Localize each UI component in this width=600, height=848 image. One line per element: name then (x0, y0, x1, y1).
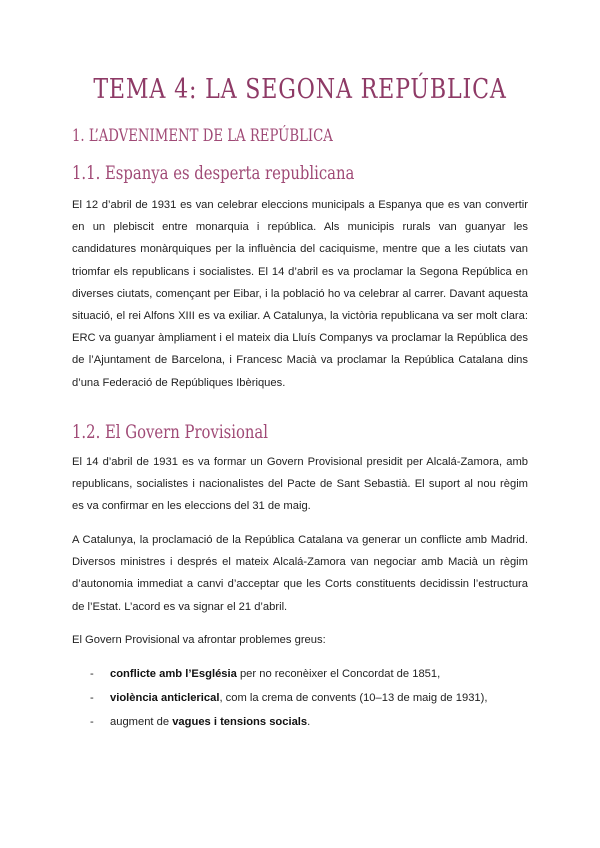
page-title: TEMA 4: LA SEGONA REPÚBLICA (93, 74, 507, 105)
subsection-heading-govern: 1.2. El Govern Provisional (72, 421, 268, 443)
list-item-bold: vagues i tensions socials (172, 716, 308, 728)
paragraph-espanya: El 12 d’abril de 1931 es van celebrar eleccions municipals a Espanya que es van convertir en un plebiscit entre monarquia i república. Als municipis rurals van guanyar les candidatures monàrquiques per la influència del caciquisme, mentre que a les ciutats van triomfar els republicans i socialistes. El 14 d’abril es va proclamar la Segona República en diverses ciutats, començant per Eibar, i la població ho va celebrar al carrer. Davant aquesta situació, el rei Alfons XIII es va exiliar. A Catalunya, la victòria republicana va ser molt clara: ERC va guanyar àmpliament i el mateix dia Lluís Companys va proclamar la República des de l’Ajuntament de Barcelona, i Francesc Macià va proclamar la República Catalana dins d’una Federació de Repúbliques Ibèriques. (72, 199, 528, 389)
paragraph-govern-2: A Catalunya, la proclamació de la República Catalana va generar un conflicte amb Madrid. Diversos ministres i després el mateix Alcalá-Zamora van negociar amb Macià un règim d’autonomia immediat a canvi d’acceptar que les Corts constituents decidissin l’estructura de l’Estat. L’acord es va signar el 21 d’abril. (72, 534, 528, 613)
list-item-text: per no reconèixer el Concordat de 1851, (236, 668, 441, 680)
list-item-text: . (307, 716, 311, 728)
list-item (90, 686, 487, 710)
paragraph-govern-1: El 14 d’abril de 1931 es va formar un Govern Provisional presidit per Alcalá-Zamora, amb republicans, socialistes i nacionalistes del Pacte de Sant Sebastià. El suport al nou règim es va confirmar en les eleccions del 31 de maig. (72, 456, 528, 513)
list-item (90, 710, 487, 734)
section-heading-advent: 1. L’ADVENIMENT DE LA REPÚBLICA (72, 126, 333, 146)
paragraph-problemes-intro: El Govern Provisional va afrontar problemes greus: (72, 634, 326, 646)
list-item-bold: violència anticlerical (110, 692, 220, 704)
list-item-bold: conflicte amb l’Església (110, 668, 237, 680)
subsection-heading-espanya: 1.1. Espanya es desperta republicana (72, 162, 355, 184)
problemes-list (90, 662, 487, 734)
list-item-text: , com la crema de convents (10–13 de maig de 1931), (219, 692, 488, 704)
list-item-prefix: augment de (110, 716, 173, 728)
list-item (90, 662, 487, 686)
